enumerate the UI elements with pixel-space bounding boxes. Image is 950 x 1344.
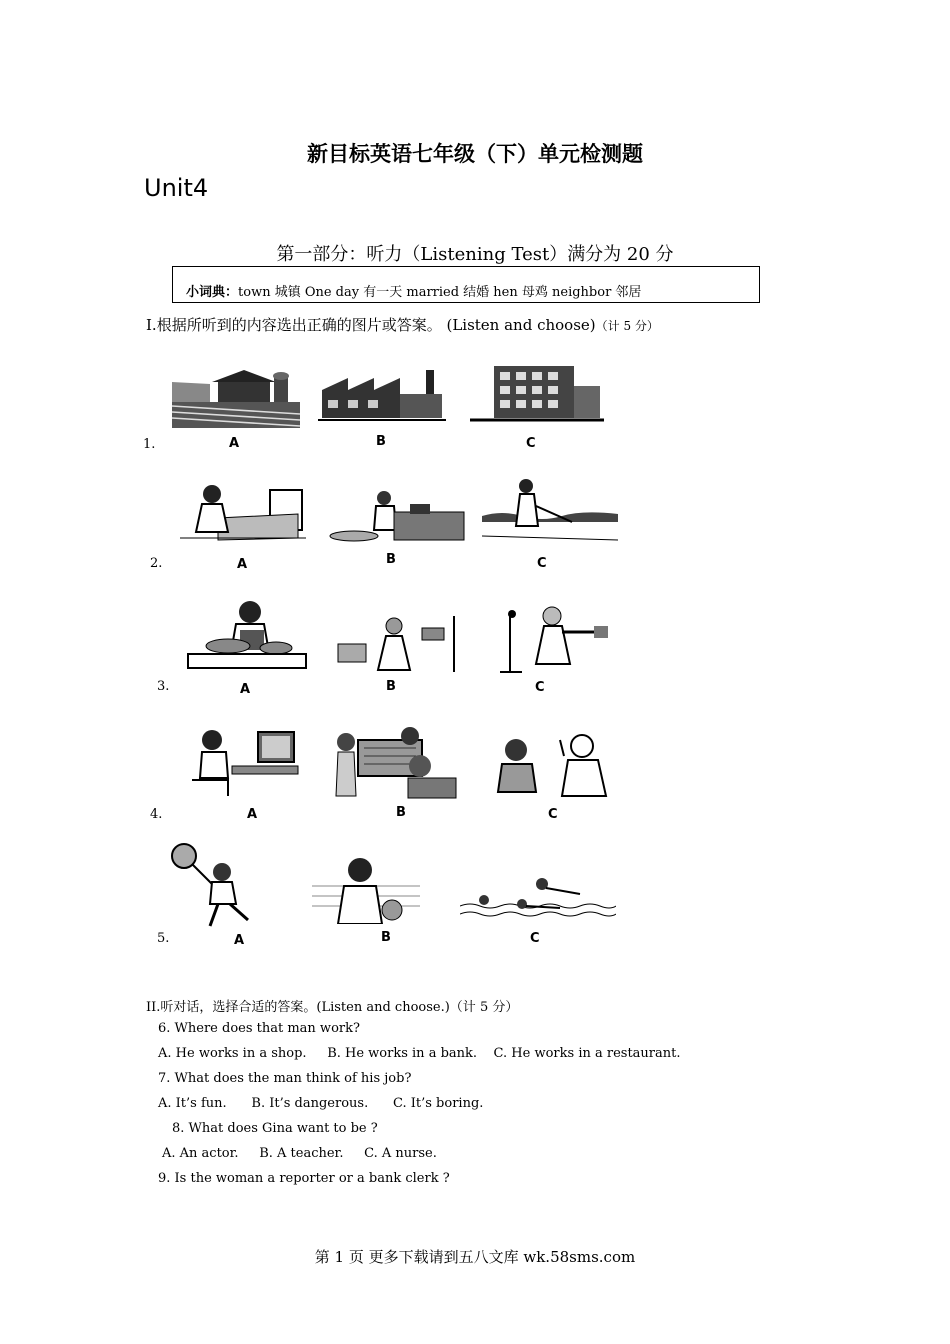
washing-dishes-picture [326, 488, 466, 548]
doctor-and-patient-picture [488, 730, 618, 800]
option-letter: B [381, 930, 391, 945]
question-number: 2. [150, 556, 163, 571]
option-letter: B [386, 552, 396, 567]
option-letter: A [229, 436, 240, 451]
section1-score: （计 5 分） [595, 319, 659, 333]
option-letter: C [535, 680, 545, 695]
question-6-options: A. He works in a shop. B. He works in a bank. C. He works in a restaurant. [158, 1046, 681, 1061]
part-one-heading: 第一部分：听力（Listening Test）满分为 20 分 [276, 244, 674, 265]
playing-volleyball-picture [166, 842, 266, 930]
boy-with-ball-picture [312, 856, 420, 924]
teacher-at-board-picture [332, 614, 460, 674]
section1-heading-text: Ⅰ.根据所听到的内容选出正确的图片或答案。 (Listen and choose) [146, 316, 596, 334]
question-number: 3. [157, 679, 170, 694]
question-6: 6. Where does that man work? [158, 1021, 360, 1036]
question-number: 4. [150, 807, 163, 822]
cooking-picture [184, 598, 310, 672]
option-letter: B [396, 805, 406, 820]
question-number: 5. [157, 931, 170, 946]
vocab-items: town 城镇 One day 有一天 married 结婚 hen 母鸡 neighbor 邻居 [238, 285, 642, 300]
question-7: 7. What does the man think of his job? [158, 1071, 412, 1086]
question-8: 8. What does Gina want to be ? [172, 1121, 378, 1136]
question-7-options: A. It’s fun. B. It’s dangerous. C. It’s boring. [158, 1096, 484, 1111]
option-letter: C [530, 931, 540, 946]
page-title: 新目标英语七年级（下）单元检测题 [307, 141, 643, 166]
option-letter: A [247, 807, 258, 822]
page-footer: 第 1 页 更多下载请到五八文库 wk.58sms.com [314, 1248, 636, 1266]
office-building-picture [470, 356, 604, 428]
singer-with-microphone-picture [490, 604, 618, 676]
option-letter: A [237, 557, 248, 572]
question-9: 9. Is the woman a reporter or a bank clerk ? [158, 1171, 450, 1186]
option-letter: C [548, 807, 558, 822]
option-letter: A [234, 933, 245, 948]
question-number: 1. [143, 437, 156, 452]
section1-heading [146, 314, 659, 335]
option-letter: A [240, 682, 251, 697]
farm-scene-picture [170, 362, 302, 430]
option-letter: C [526, 436, 536, 451]
unit-label: Unit4 [144, 174, 209, 202]
making-bed-picture [178, 478, 308, 548]
vocab-label: 小词典： [186, 285, 239, 300]
vocab-box [172, 266, 760, 303]
option-letter: B [386, 679, 396, 694]
swimming-picture [460, 876, 616, 920]
option-letter: C [537, 556, 547, 571]
watering-garden-picture [482, 476, 618, 548]
computer-worker-picture [182, 722, 300, 800]
people-reading-newspaper-picture [324, 726, 462, 802]
section2-heading: II.听对话，选择合适的答案。(Listen and choose.)（计 5 分） [146, 1000, 519, 1015]
question-8-options: A. An actor. B. A teacher. C. A nurse. [162, 1146, 437, 1161]
option-letter: B [376, 434, 386, 449]
factory-scene-picture [318, 368, 446, 426]
